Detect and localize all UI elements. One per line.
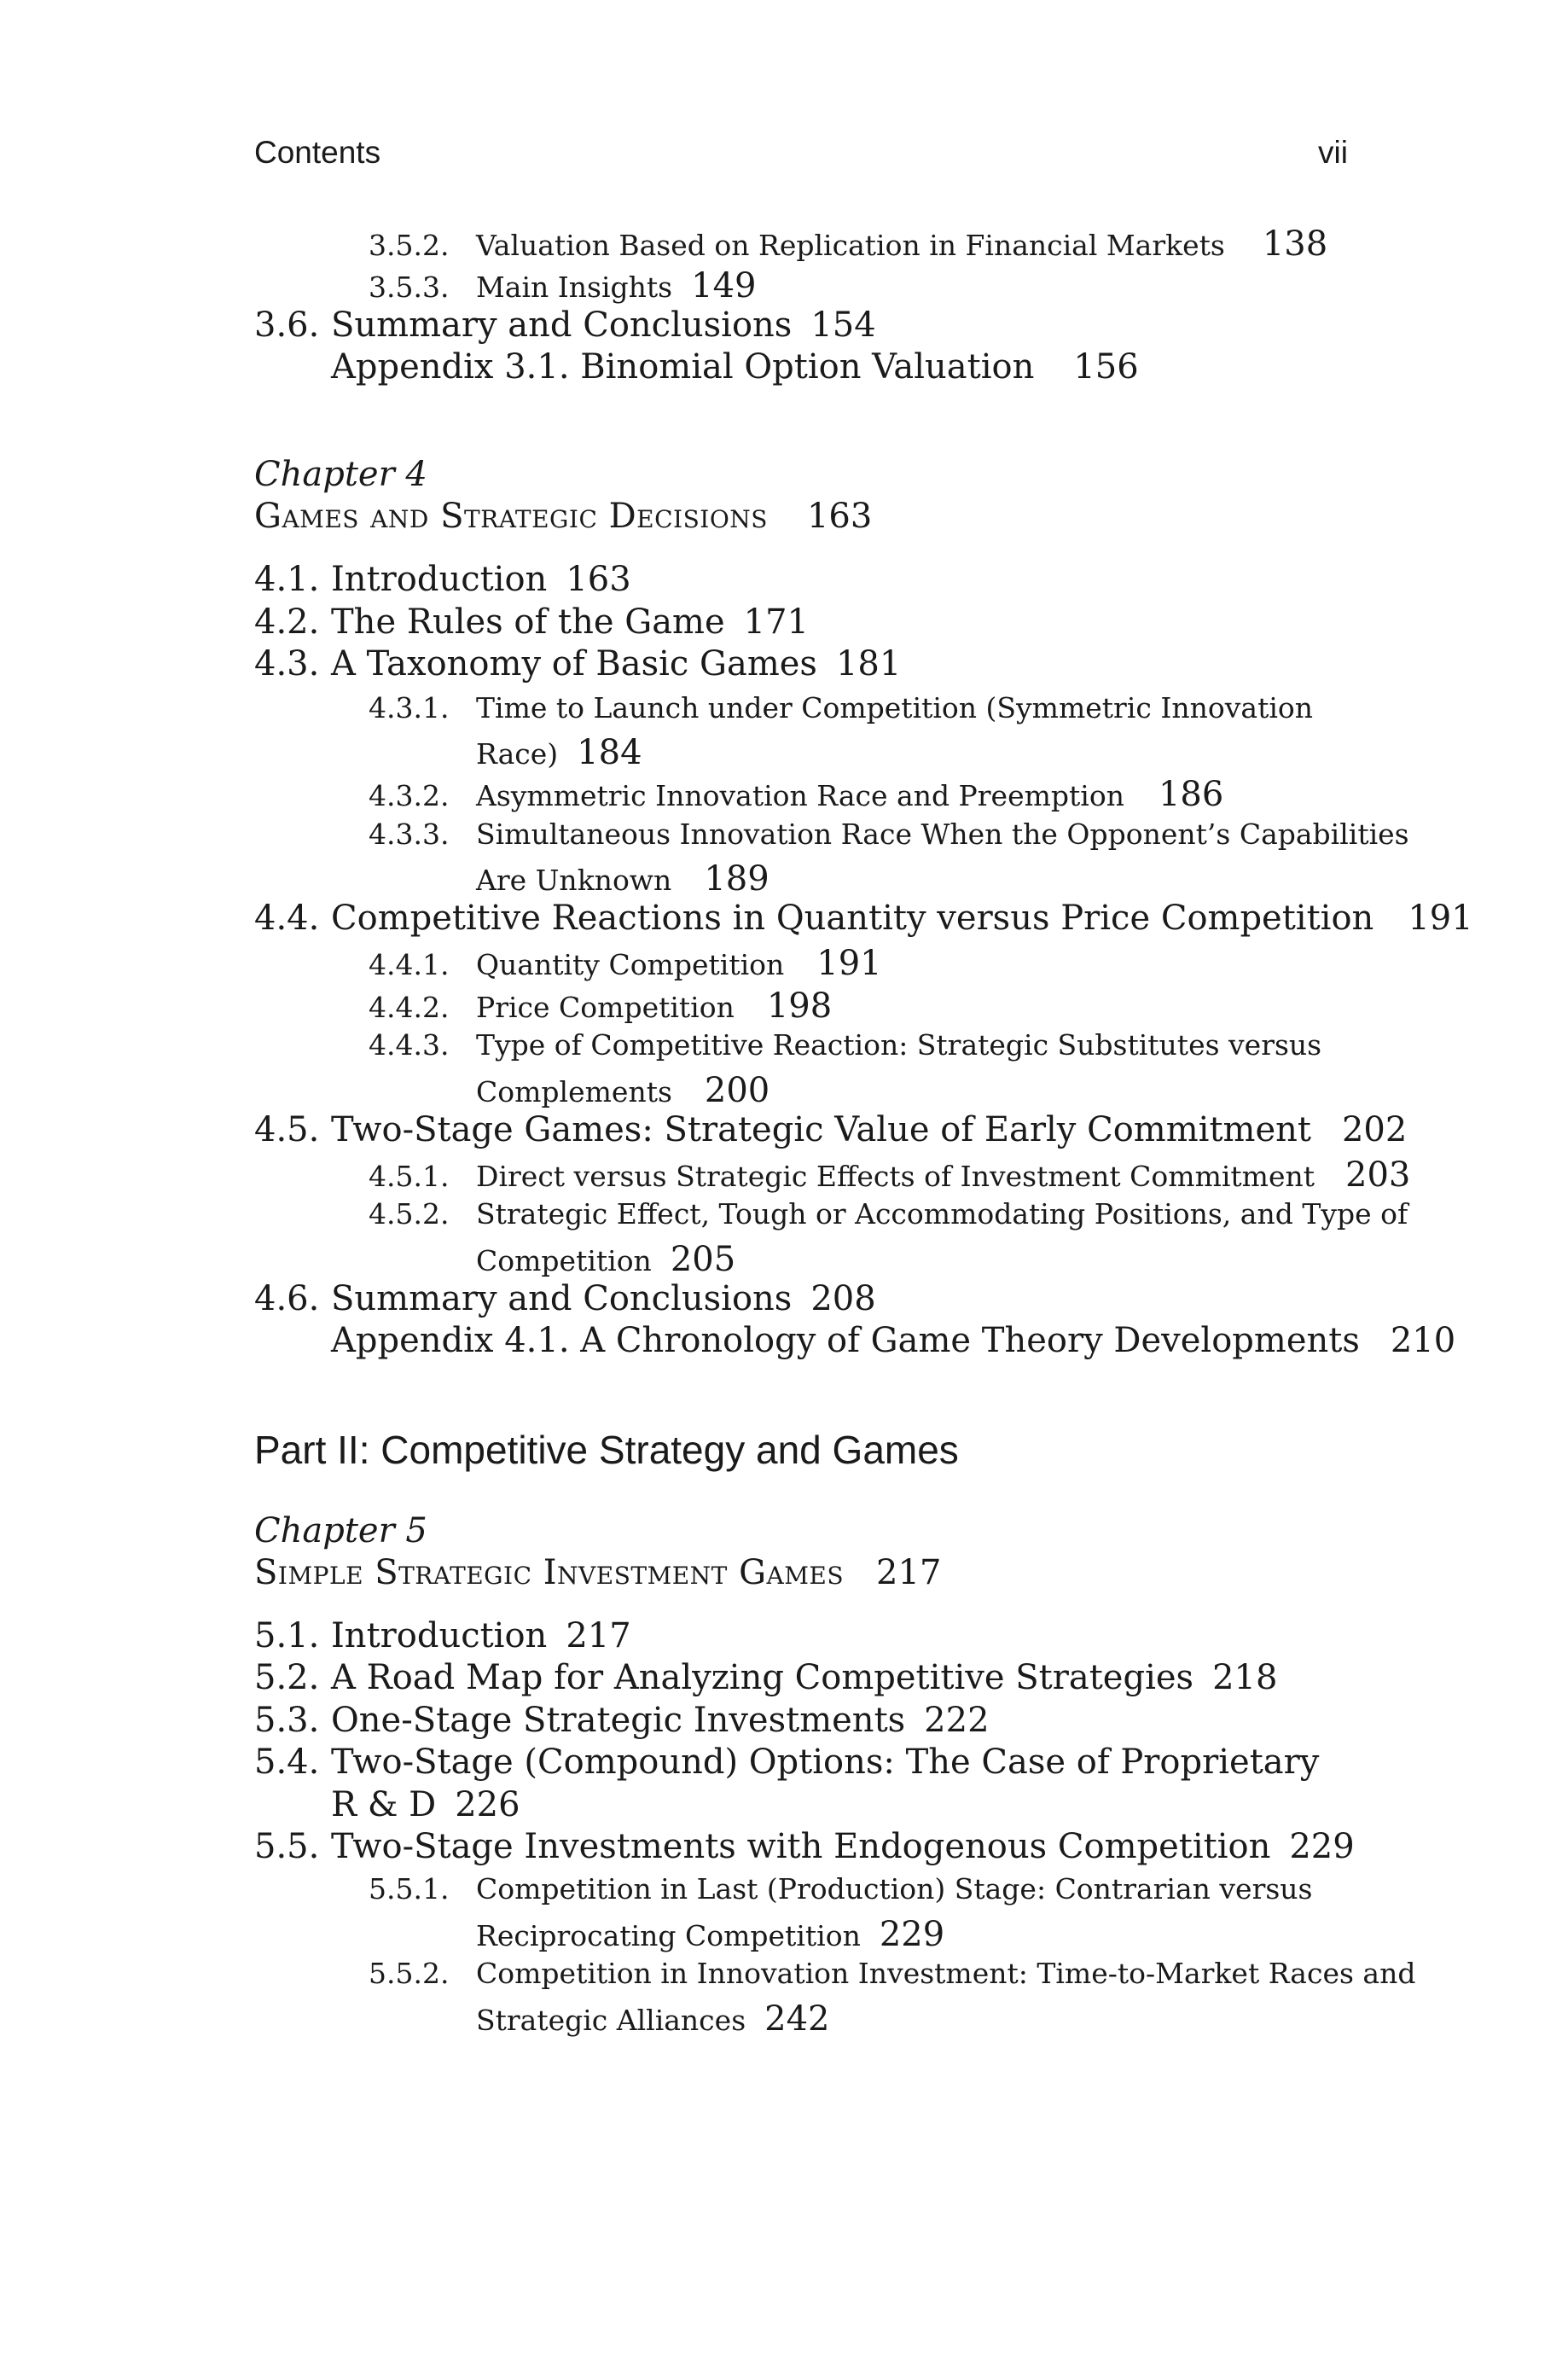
toc-entry[interactable]: 5.1. Introduction 217 <box>254 1616 631 1655</box>
toc-entry[interactable]: 4.3. A Taxonomy of Basic Games 181 <box>254 644 902 684</box>
toc-entry[interactable]: 4.6. Summary and Conclusions 208 <box>254 1279 876 1318</box>
part-title: Part II: Competitive Strategy and Games <box>254 1428 959 1472</box>
toc-entry[interactable]: 5.3. One-Stage Strategic Investments 222 <box>254 1701 990 1740</box>
toc-entry[interactable]: Appendix 3.1. Binomial Option Valuation 156 <box>331 347 1139 387</box>
toc-entry[interactable]: 4.4.3. Type of Competitive Reaction: Strategic Substitutes versus <box>369 1028 1322 1062</box>
toc-entry[interactable]: 4.5.2. Strategic Effect, Tough or Accommodating Positions, and Type of <box>369 1197 1408 1231</box>
toc-entry-continuation: Reciprocating Competition 229 <box>476 1915 945 1954</box>
toc-entry[interactable]: 4.2. The Rules of the Game 171 <box>254 602 809 642</box>
toc-entry[interactable]: 5.5.2. Competition in Innovation Investment: Time-to-Market Races and <box>369 1957 1416 1990</box>
toc-entry[interactable]: 5.5.1. Competition in Last (Production) Stage: Contrarian versus <box>369 1872 1313 1905</box>
toc-entry[interactable]: 4.4.1. Quantity Competition 191 <box>369 944 882 983</box>
toc-entry[interactable]: 4.3.2. Asymmetric Innovation Race and Preemption 186 <box>369 775 1224 814</box>
toc-entry-continuation: Competition 205 <box>476 1240 736 1279</box>
toc-entry[interactable]: 4.5. Two-Stage Games: Strategic Value of Early Commitment 202 <box>254 1110 1408 1149</box>
toc-entry[interactable]: 4.3.1. Time to Launch under Competition (Symmetric Innovation <box>369 691 1314 724</box>
toc-entry-continuation: Are Unknown 189 <box>476 859 769 899</box>
toc-entry[interactable]: 4.1. Introduction 163 <box>254 560 631 599</box>
chapter-label: Chapter 4 <box>254 455 427 494</box>
toc-entry[interactable]: 5.4. Two-Stage (Compound) Options: The Case of Proprietary <box>254 1743 1320 1782</box>
toc-entry-continuation: R & D 226 <box>331 1785 520 1824</box>
toc-entry-continuation: Complements 200 <box>476 1071 770 1110</box>
page-number: vii <box>1318 135 1348 170</box>
toc-entry[interactable]: 5.2. A Road Map for Analyzing Competitive Strategies 218 <box>254 1658 1278 1697</box>
toc-entry[interactable]: 3.5.2. Valuation Based on Replication in Financial Markets 138 <box>369 224 1328 264</box>
chapter-title[interactable]: Simple Strategic Investment Games 217 <box>254 1553 942 1592</box>
toc-entry[interactable]: 4.4. Competitive Reactions in Quantity versus Price Competition 191 <box>254 899 1473 938</box>
toc-entry[interactable]: 5.5. Two-Stage Investments with Endogenous Competition 229 <box>254 1827 1355 1866</box>
page-header <box>254 135 1348 183</box>
toc-entry[interactable]: 4.5.1. Direct versus Strategic Effects of Investment Commitment 203 <box>369 1155 1411 1195</box>
toc-entry-continuation: Race) 184 <box>476 733 642 772</box>
running-head-title: Contents <box>254 135 381 170</box>
toc-entry[interactable]: 4.3.3. Simultaneous Innovation Race When the Opponent’s Capabilities <box>369 817 1409 851</box>
toc-entry[interactable]: Appendix 4.1. A Chronology of Game Theory Developments 210 <box>331 1321 1456 1360</box>
chapter-label: Chapter 5 <box>254 1511 427 1551</box>
toc-entry[interactable]: 3.6. Summary and Conclusions 154 <box>254 305 876 345</box>
toc-entry[interactable]: 4.4.2. Price Competition 198 <box>369 986 833 1026</box>
toc-entry-continuation: Strategic Alliances 242 <box>476 1999 830 2039</box>
toc-entry[interactable]: 3.5.3. Main Insights 149 <box>369 266 757 305</box>
chapter-title[interactable]: Games and Strategic Decisions 163 <box>254 497 873 536</box>
